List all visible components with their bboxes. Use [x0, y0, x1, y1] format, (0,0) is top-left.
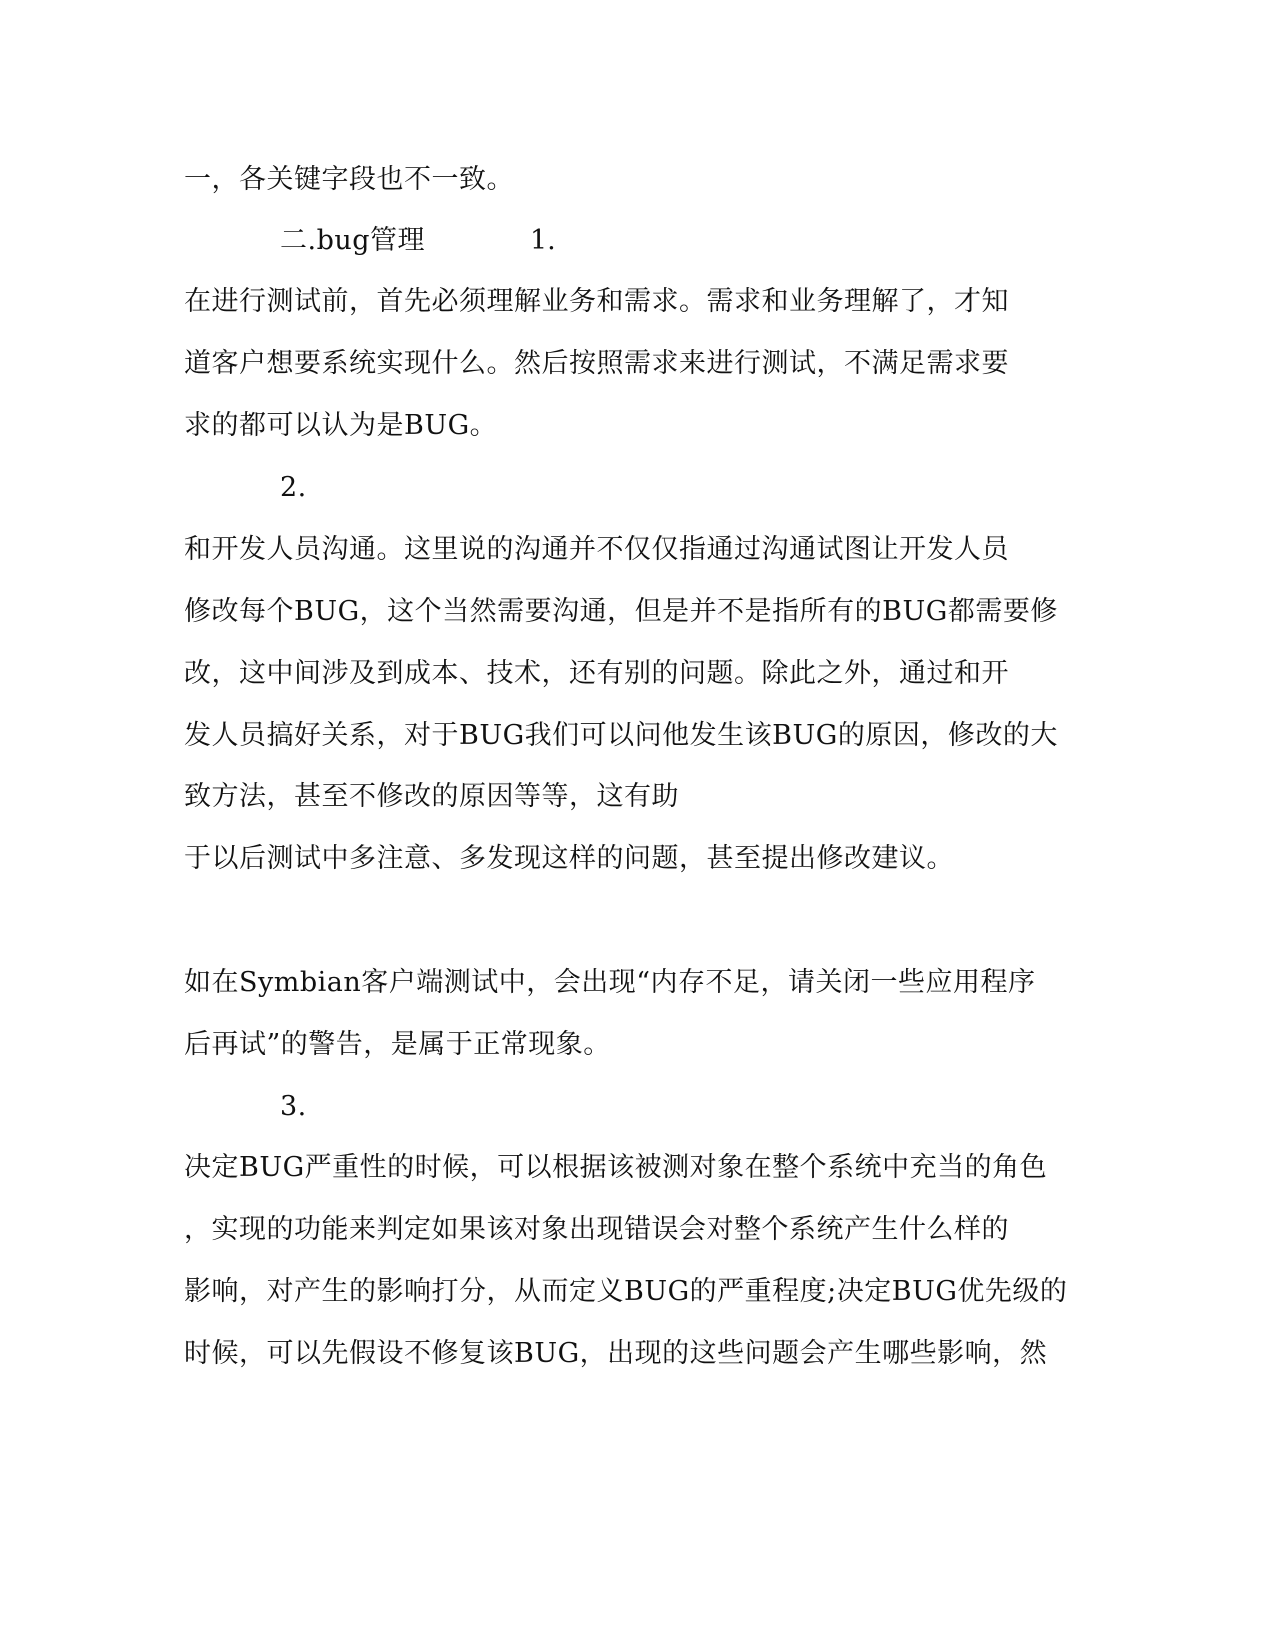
text-line: 在进行测试前，首先必须理解业务和需求。需求和业务理解了，才知 [184, 286, 1009, 317]
text-line: 决定BUG严重性的时候，可以根据该被测对象在整个系统中充当的角色 [184, 1152, 1048, 1183]
text-line: 改，这中间涉及到成本、技术，还有别的问题。除此之外，通过和开 [184, 658, 1009, 689]
text-line: 后再试”的警告，是属于正常现象。 [184, 1029, 611, 1060]
text-line: 求的都可以认为是BUG。 [184, 410, 498, 441]
text-line: 于以后测试中多注意、多发现这样的问题，甚至提出修改建议。 [184, 843, 954, 874]
text-line: 和开发人员沟通。这里说的沟通并不仅仅指通过沟通试图让开发人员 [184, 534, 1009, 565]
list-number: 2. [280, 472, 307, 503]
text-line: 道客户想要系统实现什么。然后按照需求来进行测试，不满足需求要 [184, 348, 1009, 379]
text-line: ，实现的功能来判定如果该对象出现错误会对整个系统产生什么样的 [184, 1214, 1009, 1245]
list-number: 3. [280, 1091, 307, 1122]
section-heading: 二.bug管理 [280, 225, 426, 256]
text-line: 影响，对产生的影响打分，从而定义BUG的严重程度;决定BUG优先级的 [184, 1276, 1068, 1307]
list-number: 1. [530, 225, 556, 256]
text-line: 一，各关键字段也不一致。 [184, 164, 514, 195]
text-line: 修改每个BUG，这个当然需要沟通，但是并不是指所有的BUG都需要修 [184, 596, 1058, 627]
text-line: 致方法，甚至不修改的原因等等，这有助 [184, 781, 679, 812]
text-line: 如在Symbian客户端测试中，会出现“内存不足，请关闭一些应用程序 [184, 967, 1036, 998]
text-line: 时候，可以先假设不修复该BUG，出现的这些问题会产生哪些影响，然 [184, 1338, 1048, 1369]
text-line: 发人员搞好关系，对于BUG我们可以问他发生该BUG的原因，修改的大 [184, 720, 1058, 751]
